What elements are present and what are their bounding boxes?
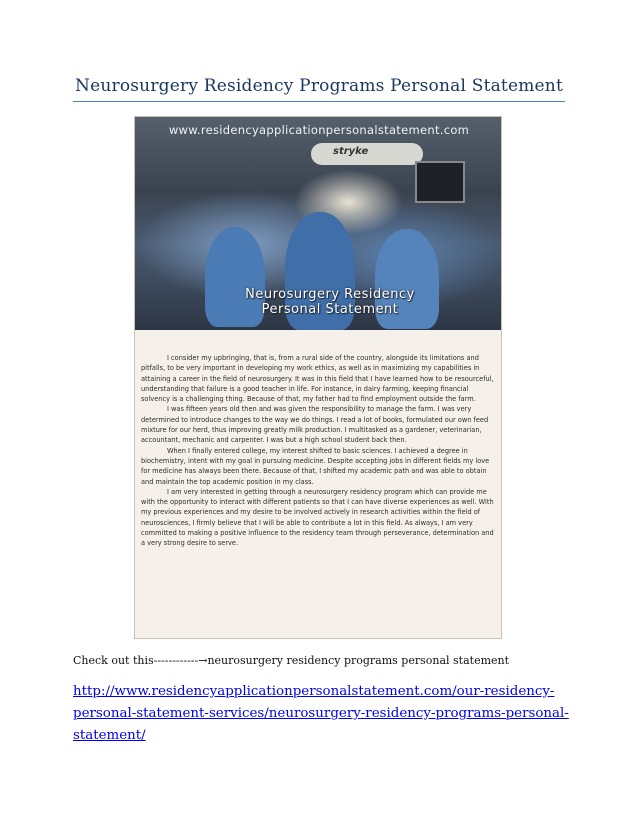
essay-paragraph: I was fifteen years old then and was given the responsibility to manage the farm. I was very determined to introduce changes to the way we do things. I read a lot of books, formulated our own feed mixture for our herd, thus improving greatly milk production. I multitasked as a gardener, veterinarian, accountant, mechanic and carpenter. I was but a high school student back then. <box>141 405 489 445</box>
essay-paragraph: When I finally entered college, my interest shifted to basic sciences. I achieved a degree in biochemistry, intent with my goal in pursuing medicine. Despite accepting jobs in different fields my love for medicine has always been there. Because of that, I shifted my academic path and was able to obtain and maintain the top academic position in my class. <box>141 446 490 486</box>
statement-image <box>134 116 502 639</box>
image-overlay-title <box>219 287 441 317</box>
overlay-line: Personal Statement <box>261 302 399 317</box>
lamp-brand-text: stryke <box>333 146 369 157</box>
document-title: Neurosurgery Residency Programs Personal Statement <box>75 76 563 96</box>
essay-paragraph: I am very interested in getting through a neurosurgery residency program which can provide me with the opportunity to interact with different patients so that I can have diverse experiences as well. With my previous experiences and my desire to be involved actively in research activities within the field of neurosciences, I firmly believe that I will be able to contribute a lot in this field. As always, I am very committed to making a positive influence to the residency team through perseverance, determination and a very strong desire to serve. <box>141 487 494 548</box>
title-underline <box>73 101 565 102</box>
check-out-text: Check out this------------→neurosurgery residency programs personal statement <box>73 654 510 667</box>
monitor-screen <box>415 161 465 203</box>
statement-link[interactable]: http://www.residencyapplicationpersonalstatement.com/our-residency-personal-statement-services/neurosurgery-residency-programs-personal-statement/ <box>73 684 569 743</box>
image-site-url: www.residencyapplicationpersonalstatement.com <box>168 123 470 137</box>
essay-text <box>141 353 497 549</box>
overlay-line: Neurosurgery Residency <box>245 287 415 302</box>
surgery-photo <box>135 117 502 330</box>
essay-paragraph: I consider my upbringing, that is, from a rural side of the country, alongside its limitations and pitfalls, to be very important in developing my work ethics, as well as in maximizing my capabilities in attaining a career in the field of neurosurgery. It was in this field that I have learned how to be resourceful, understanding that failure is a good teacher in life. For instance, in dairy farming, keeping financial solvency is a challenging thing. Because of that, my father had to find employment outside the farm. <box>141 354 494 404</box>
